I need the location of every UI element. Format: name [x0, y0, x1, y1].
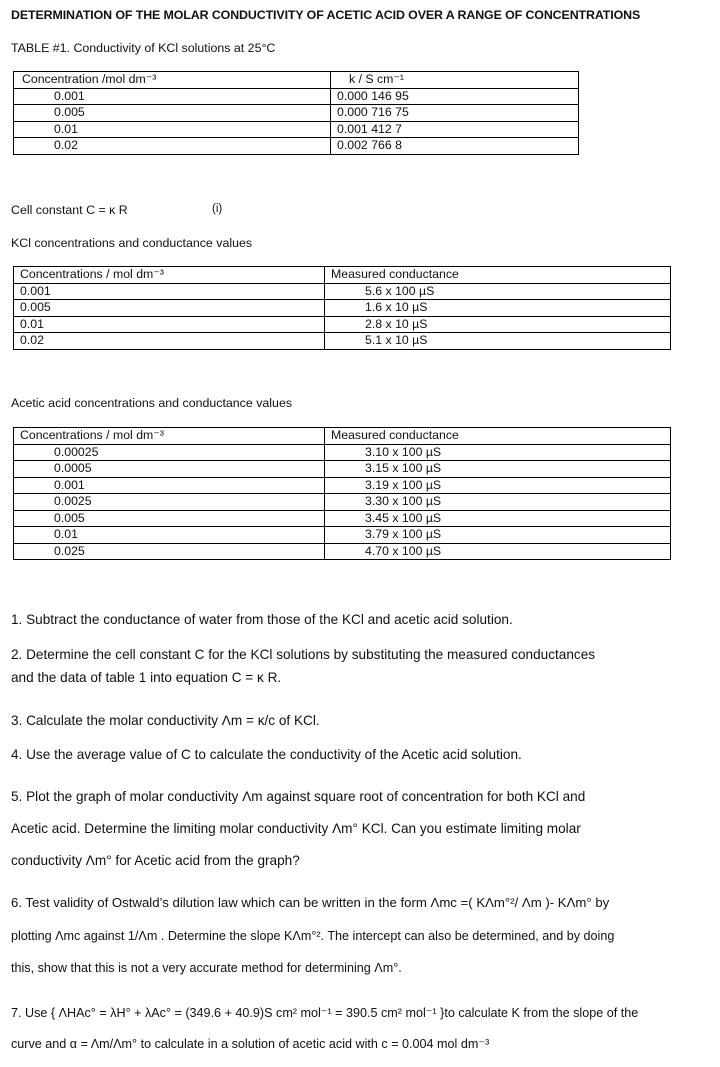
- table-cell: 0.025: [14, 543, 325, 560]
- table-row: [14, 510, 671, 527]
- table-cell: 0.005: [14, 300, 325, 317]
- table-row: [14, 444, 671, 461]
- table-cell: 0.01: [14, 121, 331, 138]
- table-cell: 1.6 x 10 µS: [325, 300, 671, 317]
- table-cell: 0.001: [14, 88, 331, 105]
- table-cell: 0.005: [14, 510, 325, 527]
- table-cell: 3.30 x 100 µS: [325, 494, 671, 511]
- table-cell: 0.000 716 75: [331, 105, 579, 122]
- table-cell: 0.005: [14, 105, 331, 122]
- acetic-acid-conductance-table: [13, 427, 671, 560]
- table-header-cell: Concentration /mol dm⁻³: [14, 72, 331, 89]
- table-cell: 0.0025: [14, 494, 325, 511]
- table-header-cell: Measured conductance: [325, 428, 671, 445]
- table3-caption: Acetic acid concentrations and conductance values: [11, 396, 293, 410]
- page-title: DETERMINATION OF THE MOLAR CONDUCTIVITY OF ACETIC ACID OVER A RANGE OF CONCENTRATIONS: [11, 8, 641, 22]
- question-5-line-1: 5. Plot the graph of molar conductivity Λm against square root of concentration for both KCl and: [11, 789, 586, 804]
- table-header-cell: Concentrations / mol dm⁻³: [14, 428, 325, 445]
- table1-caption: TABLE #1. Conductivity of KCl solutions at 25°C: [11, 41, 276, 55]
- table-row: [14, 283, 671, 300]
- table2-caption: KCl concentrations and conductance values: [11, 236, 253, 250]
- table-cell: 3.45 x 100 µS: [325, 510, 671, 527]
- table-row: [14, 300, 671, 317]
- question-5-line-2: Acetic acid. Determine the limiting molar conductivity Λm° KCl. Can you estimate limiting molar: [11, 821, 581, 836]
- table-cell: 0.02: [14, 333, 325, 350]
- table-header-row: [14, 72, 579, 89]
- table-cell: 0.00025: [14, 444, 325, 461]
- question-3: 3. Calculate the molar conductivity Λm = κ/c of KCl.: [11, 713, 320, 728]
- table-row: [14, 543, 671, 560]
- question-6-line-3: this, show that this is not a very accurate method for determining Λm°.: [11, 961, 402, 975]
- table-cell: 5.6 x 100 µS: [325, 283, 671, 300]
- kcl-conductance-table: [13, 266, 671, 350]
- question-7-line-1: 7. Use { ΛHAc° = λH° + λAc° = (349.6 + 40.9)S cm² mol⁻¹ = 390.5 cm² mol⁻¹ }to calculate K from the slope of the: [11, 1006, 639, 1020]
- cell-constant-equation: Cell constant C = κ R: [11, 203, 128, 217]
- table-cell: 3.10 x 100 µS: [325, 444, 671, 461]
- table-cell: 0.001 412 7: [331, 121, 579, 138]
- table-cell: 0.01: [14, 316, 325, 333]
- table-header-cell: Concentrations / mol dm⁻³: [14, 267, 325, 284]
- table-cell: 2.8 x 10 µS: [325, 316, 671, 333]
- table-header-cell: k / S cm⁻¹: [331, 72, 579, 89]
- table-cell: 5.1 x 10 µS: [325, 333, 671, 350]
- table-cell: 0.000 146 95: [331, 88, 579, 105]
- table-header-cell: Measured conductance: [325, 267, 671, 284]
- table-row: [14, 461, 671, 478]
- table-header-row: [14, 267, 671, 284]
- table-cell: 0.002 766 8: [331, 138, 579, 155]
- question-2-line-2: and the data of table 1 into equation C = κ R.: [11, 670, 282, 685]
- table-row: [14, 88, 579, 105]
- table-row: [14, 138, 579, 155]
- table-header-row: [14, 428, 671, 445]
- table-cell: 0.001: [14, 283, 325, 300]
- question-6-line-2: plotting Λmc against 1/Λm . Determine the slope KΛm°². The intercept can also be determined, and by doing: [11, 929, 615, 943]
- question-1: 1. Subtract the conductance of water from those of the KCl and acetic acid solution.: [11, 612, 513, 627]
- table-cell: 0.02: [14, 138, 331, 155]
- table-cell: 3.79 x 100 µS: [325, 527, 671, 544]
- table-row: [14, 105, 579, 122]
- table-cell: 4.70 x 100 µS: [325, 543, 671, 560]
- table-row: [14, 527, 671, 544]
- question-2-line-1: 2. Determine the cell constant C for the KCl solutions by substituting the measured conductances: [11, 647, 596, 662]
- equation-number: (i): [212, 203, 223, 215]
- question-6-line-1: 6. Test validity of Ostwald’s dilution law which can be written in the form Λmc =( KΛm°²/ Λm )- KΛm° by: [11, 895, 610, 910]
- table-row: [14, 333, 671, 350]
- table-cell: 3.15 x 100 µS: [325, 461, 671, 478]
- table-cell: 0.001: [14, 477, 325, 494]
- question-4: 4. Use the average value of C to calculate the conductivity of the Acetic acid solution.: [11, 747, 522, 762]
- table-row: [14, 316, 671, 333]
- question-7-line-2: curve and α = Λm/Λm° to calculate in a solution of acetic acid with c = 0.004 mol dm⁻³: [11, 1037, 490, 1051]
- table-row: [14, 121, 579, 138]
- kcl-conductivity-table: [13, 71, 579, 155]
- table-row: [14, 477, 671, 494]
- table-cell: 3.19 x 100 µS: [325, 477, 671, 494]
- table-cell: 0.0005: [14, 461, 325, 478]
- question-5-line-3: conductivity Λm° for Acetic acid from the graph?: [11, 853, 300, 868]
- table-cell: 0.01: [14, 527, 325, 544]
- table-row: [14, 494, 671, 511]
